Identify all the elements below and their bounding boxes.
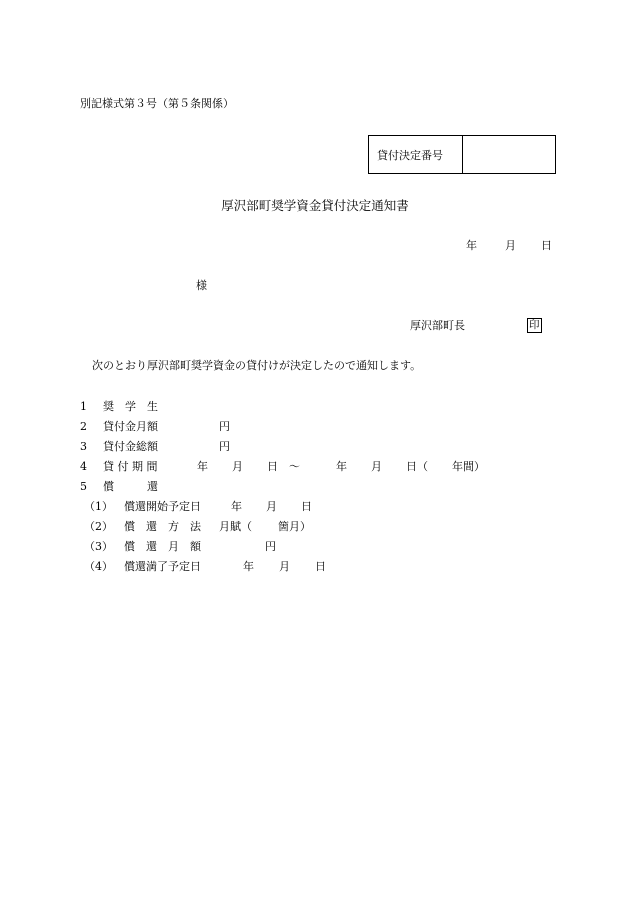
unit-yen: 円 <box>219 420 230 433</box>
subitem-number: （4） <box>84 560 113 573</box>
subitem-label-repay-end: 償還満了予定日 <box>124 560 201 573</box>
repay-end-day: 日 <box>315 560 326 573</box>
subitem-number: （1） <box>84 500 113 513</box>
item-number: 4 <box>80 460 87 473</box>
repay-start-day: 日 <box>301 500 312 513</box>
loan-decision-number-box <box>368 135 556 174</box>
subitem-label-repay-monthly: 償 還 月 額 <box>124 540 201 553</box>
loan-decision-number-field[interactable] <box>463 136 555 173</box>
loan-decision-number-label: 貸付決定番号 <box>369 136 463 173</box>
subitem-label-repay-start: 償還開始予定日 <box>124 500 201 513</box>
form-reference: 別記様式第３号（第５条関係） <box>80 97 234 110</box>
item-label-monthly-amount: 貸付金月額 <box>103 420 158 433</box>
repay-method-months: 箇月） <box>278 520 311 533</box>
repay-start-year: 年 <box>231 500 242 513</box>
date-day: 日 <box>541 239 552 252</box>
issuer-title: 厚沢部町長 <box>410 319 465 332</box>
period-from-year: 年 <box>197 460 208 473</box>
item-number: 2 <box>80 420 87 433</box>
item-number: 3 <box>80 440 87 453</box>
repay-method-installment: 月賦（ <box>219 520 252 533</box>
period-to-year: 年 <box>336 460 347 473</box>
addressee-suffix: 様 <box>196 279 207 292</box>
repay-end-year: 年 <box>243 560 254 573</box>
item-number: 1 <box>80 400 87 413</box>
period-from-day: 日 <box>267 460 278 473</box>
item-label-repayment: 償 還 <box>103 480 158 493</box>
subitem-number: （3） <box>84 540 113 553</box>
period-total-years: 年間） <box>452 460 485 473</box>
date-month: 月 <box>505 239 516 252</box>
period-tilde: ～ <box>289 460 300 473</box>
item-label-total-amount: 貸付金総額 <box>103 440 158 453</box>
document-title: 厚沢部町奨学資金貸付決定通知書 <box>221 198 409 213</box>
item-label-scholar: 奨 学 生 <box>103 400 158 413</box>
seal-mark: 印 <box>529 319 540 331</box>
item-label-loan-period: 貸 付 期 間 <box>103 460 158 473</box>
repay-start-month: 月 <box>266 500 277 513</box>
item-number: 5 <box>80 480 87 493</box>
unit-yen: 円 <box>219 440 230 453</box>
period-to-month: 月 <box>371 460 382 473</box>
subitem-number: （2） <box>84 520 113 533</box>
repay-end-month: 月 <box>279 560 290 573</box>
period-from-month: 月 <box>232 460 243 473</box>
intro-text: 次のとおり厚沢部町奨学資金の貸付けが決定したので通知します。 <box>92 359 422 372</box>
subitem-label-repay-method: 償 還 方 法 <box>124 520 201 533</box>
date-year: 年 <box>466 239 477 252</box>
unit-yen: 円 <box>265 540 276 553</box>
period-to-day: 日（ <box>406 460 428 473</box>
